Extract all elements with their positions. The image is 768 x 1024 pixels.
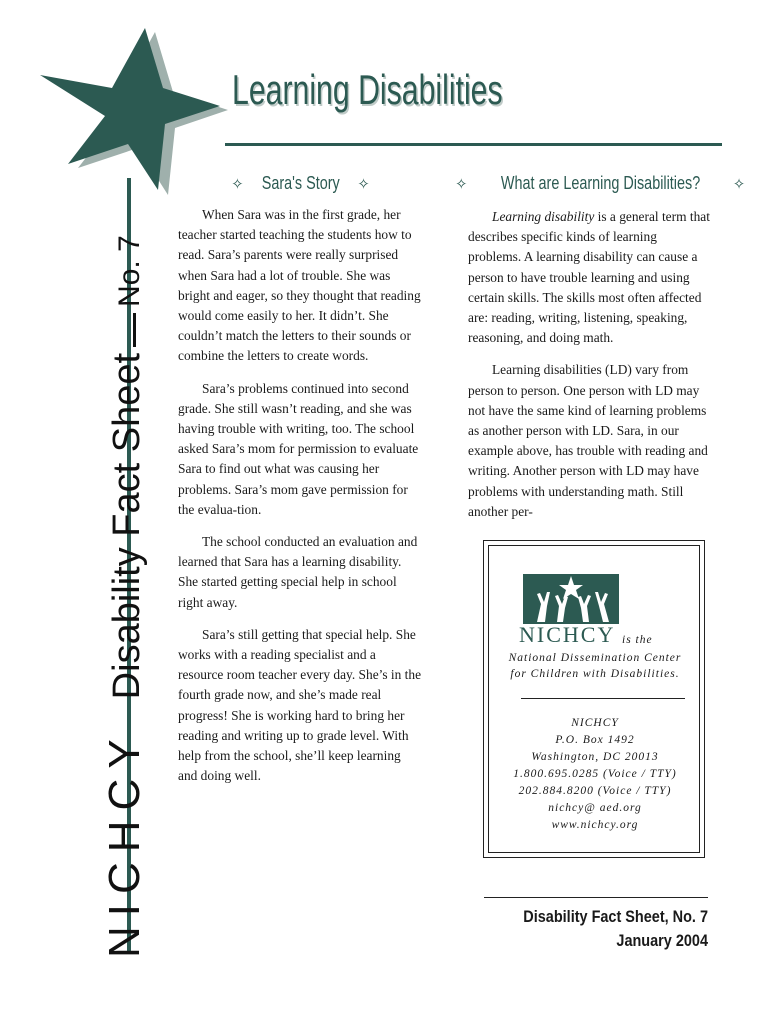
what-are-ld-column	[468, 207, 713, 534]
address-city: Washington, DC 20013	[531, 751, 659, 763]
center-name-line1: National Dissemination Center	[508, 652, 682, 664]
paragraph: The school conducted an evaluation and learned that Sara has a learning disability. She started getting special help in school right away.	[178, 534, 418, 610]
paragraph	[468, 207, 713, 348]
address-po-box: P.O. Box 1492	[555, 734, 635, 746]
email-link[interactable]: nichcy@ aed.org	[548, 802, 642, 814]
center-name-line2: for Children with Disabilities.	[510, 668, 680, 680]
diamond-icon: ✧	[455, 176, 468, 193]
diamond-icon: ✧	[231, 176, 244, 193]
sidebar-series: Disability Fact Sheet	[106, 352, 148, 700]
title-rule	[225, 143, 722, 146]
footer-date: January 2004	[616, 931, 708, 950]
paragraph: When Sara was in the first grade, her teacher started teaching the students how to read. Sara’s parents were really surprised when Sara had a lot of trouble. She was bright and eager, so they thought that reading would come easily to her. It didn’t. She couldn’t match the letters to their sounds or combine the letters to create words.	[178, 207, 421, 364]
contact-box	[483, 540, 705, 858]
nichcy-logo-icon	[523, 574, 619, 624]
sidebar-title	[100, 235, 150, 958]
section-heading-what-are-ld	[452, 173, 746, 194]
heading-label: Sara's Story	[261, 173, 340, 193]
page-title: Learning Disabilities	[232, 66, 503, 113]
box-divider	[521, 698, 685, 699]
phone-1: 1.800.695.0285 (Voice / TTY)	[513, 768, 677, 780]
logo-text: NICHCY	[519, 622, 616, 647]
paragraph-text: is a general term that describes specific kinds of learning problems. A learning disability can cause a person to have trouble learning and using certain skills. The skills most often affected are: reading, writing, listening, speaking, reasoning, and doing math.	[468, 209, 710, 346]
paragraph: Learning disabilities (LD) vary from person to person. One person with LD may not have the same kind of learning problems as another person with LD. Sara, in our example above, has trouble with reading and writing. Another person with LD may have problems with understanding math. Still another per-	[468, 362, 708, 519]
footer-rule	[484, 897, 708, 898]
paragraph: Sara’s problems continued into second grade. She still wasn’t reading, and she was having trouble with writing, too. The school asked Sara’s mom for permission to evaluate Sara to find out what was causing her problems. Sara’s mom gave permission for the evalua-tion.	[178, 380, 419, 517]
heading-label: What are Learning Disabilities?	[500, 173, 700, 193]
term: Learning disability	[492, 209, 595, 224]
sidebar-dash	[133, 313, 136, 347]
diamond-icon: ✧	[732, 176, 746, 193]
footer	[470, 905, 708, 953]
sidebar-org: NICHCY	[100, 729, 149, 958]
section-heading-saras-story	[178, 173, 423, 194]
address-name: NICHCY	[571, 717, 619, 729]
website-link[interactable]: www.nichcy.org	[551, 819, 639, 831]
paragraph: Sara’s still getting that special help. She works with a reading specialist and a resource room teacher every day. She’s in the fourth grade now, and she’s made real progress! She is working hard to bring her reading and writing up to grade level. With help from the school, she’ll keep learning and doing well.	[178, 626, 422, 784]
phone-2: 202.884.8200 (Voice / TTY)	[518, 785, 672, 797]
contact-box-inner	[488, 545, 700, 853]
diamond-icon: ✧	[357, 176, 370, 193]
saras-story-column	[178, 205, 423, 798]
footer-series: Disability Fact Sheet, No. 7	[523, 907, 708, 926]
sidebar-number: No. 7	[113, 235, 146, 307]
logo-is-the: is the	[622, 634, 653, 646]
